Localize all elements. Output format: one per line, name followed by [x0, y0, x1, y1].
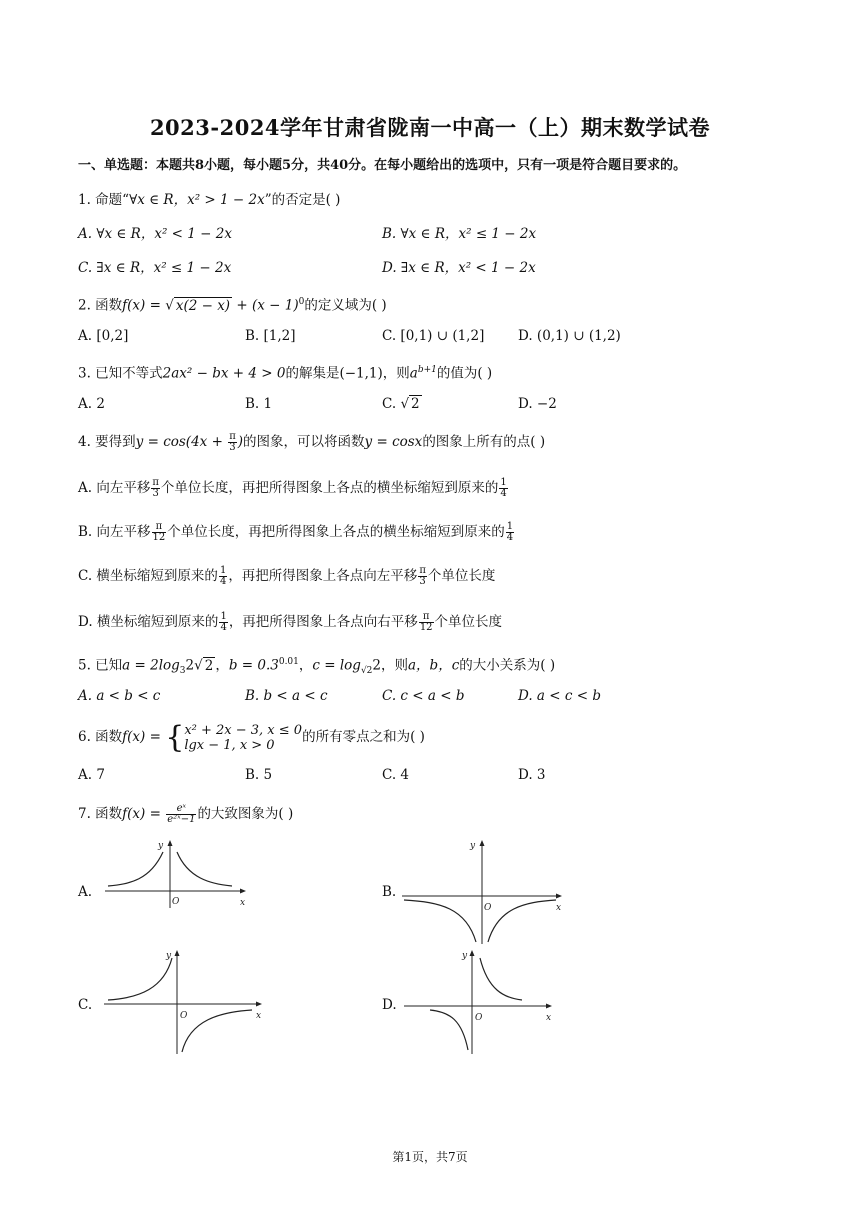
q4-a-f2d: 4 — [500, 488, 507, 499]
q4-option-b[interactable] — [78, 522, 515, 543]
q4-b-f1n: π — [152, 522, 167, 533]
q1-option-d[interactable]: D. ∃x ∈ R，x² < 1 − 2x — [382, 260, 536, 276]
q7-stem-text: 7. 函数 — [78, 806, 123, 822]
q2-option-b[interactable]: B. [1,2] — [245, 328, 296, 344]
q6-stem-tail: 的所有零点之和为( ) — [302, 729, 425, 745]
graph-c-origin: O — [180, 1011, 188, 1021]
q4-c-f1n: 1 — [219, 565, 227, 576]
q3-stem-tail: 的值为( ) — [436, 365, 493, 382]
q6-option-d[interactable]: D. 3 — [518, 767, 546, 783]
q3-c-label: C. — [382, 396, 401, 412]
q7-graph-c[interactable] — [100, 948, 270, 1056]
q4-c-f2d: 3 — [419, 576, 426, 587]
q1-stem-math: ∀x ∈ R，x² > 1 − 2x — [129, 192, 265, 208]
q4-math-c: y = cosx — [364, 434, 423, 450]
piecewise-brace: { — [165, 719, 185, 755]
q4-stem-tail: 的图象上所有的点( ) — [422, 434, 546, 450]
q5-option-c[interactable]: C. c < a < b — [382, 688, 465, 704]
q1-option-a[interactable]: A. ∀x ∈ R，x² < 1 − 2x — [78, 226, 232, 242]
section-heading: 一、单选题：本题共8小题，每小题5分，共40分。在每小题给出的选项中，只有一项是符合题目要求的。 — [78, 158, 687, 173]
q6-piece2: lgx − 1, x > 0 — [184, 737, 275, 753]
graph-d-x-label: x — [546, 1013, 552, 1023]
q2-math-a: f(x) = — [122, 297, 166, 314]
q2-math-b: + (x − 1) — [232, 297, 299, 314]
graph-a-y-label: y — [158, 841, 164, 851]
q4-option-c[interactable] — [78, 566, 495, 587]
q7-option-b-label[interactable]: B. — [382, 884, 397, 900]
q4-c-text1: C. 横坐标缩短到原来的 — [78, 568, 218, 584]
q2-exp: 0 — [298, 297, 305, 307]
q7-graph-a[interactable] — [100, 838, 250, 910]
question-7-stem — [78, 804, 293, 825]
q7-stem-tail: 的大致图象为( ) — [197, 806, 294, 822]
graph-c-x-label: x — [256, 1011, 262, 1021]
q4-stem-mid: 的图象，可以将函数 — [243, 434, 365, 450]
q4-option-d[interactable] — [78, 612, 502, 633]
q5-m1-coef: 2 — [185, 657, 195, 674]
q4-b-text2: 个单位长度，再把所得图象上各点的横坐标缩短到原来的 — [167, 524, 505, 540]
q7-frac — [166, 804, 196, 825]
q3-option-b[interactable]: B. 1 — [245, 396, 273, 412]
q3-set: (−1,1) — [339, 365, 383, 382]
q4-d-text3: 个单位长度 — [434, 614, 503, 630]
q4-b-f2n: 1 — [506, 521, 514, 532]
graph-a-origin: O — [172, 897, 180, 907]
q5-m1-sub: 3 — [179, 666, 186, 677]
q4-d-frac1 — [219, 612, 227, 633]
graph-d-origin: O — [475, 1013, 483, 1023]
q6-option-a[interactable]: A. 7 — [78, 767, 105, 783]
question-1-stem — [78, 190, 340, 210]
q3-stem-mid2: ，则 — [382, 365, 410, 382]
q6-stem-text: 6. 函数 — [78, 729, 123, 745]
q4-a-text2: 个单位长度，再把所得图象上各点的横坐标缩短到原来的 — [160, 480, 499, 496]
q4-a-text1: A. 向左平移 — [78, 480, 151, 496]
q4-a-frac1 — [151, 478, 160, 499]
q4-frac — [228, 432, 237, 453]
q6-option-c[interactable]: C. 4 — [382, 767, 410, 783]
q7-option-d-label[interactable]: D. — [382, 997, 397, 1013]
q4-option-a[interactable] — [78, 478, 509, 499]
q4-a-f1n: π — [152, 477, 159, 488]
q7-frac-n: eˣ — [166, 804, 196, 815]
q4-d-text1: D. 横坐标缩短到原来的 — [78, 614, 219, 630]
q5-m2: b = 0.3 — [228, 657, 279, 674]
q6-option-b[interactable]: B. 5 — [245, 767, 273, 783]
q3-option-d[interactable]: D. −2 — [518, 396, 557, 412]
piecewise-cases — [184, 723, 302, 753]
q4-c-text2: ，再把所得图象上各点向左平移 — [228, 568, 418, 584]
q3-pow-base: a — [409, 365, 418, 382]
q4-b-frac2 — [506, 522, 514, 543]
q4-c-frac2 — [418, 566, 427, 587]
q5-m2-sup: 0.01 — [278, 657, 299, 667]
question-2-stem: 2. 函数f(x) = √ $x(2 - x) + (x - 1)^0$的定义域为( ) — [78, 297, 387, 314]
q5-stem-tail: 的大小关系为( ) — [459, 657, 556, 674]
q2-option-c[interactable]: C. [0,1) ∪ (1,2] — [382, 328, 485, 344]
q6-math: f(x) = — [122, 729, 166, 745]
q1-stem-text: 1. 命题“ — [78, 192, 130, 208]
question-5-stem: 5. 已知$a = 2\log_32√$ 2 ，$b = 0.3^{0.01}$，$c = \log_{√2}2$，则a，b，c的大小关系为( ) — [78, 657, 556, 677]
q4-math-b: ) — [237, 434, 244, 450]
q5-stem-text: 5. 已知 — [78, 657, 123, 674]
q4-b-f1d: 12 — [152, 532, 166, 543]
q3-stem-mid: 的解集是 — [285, 365, 340, 382]
q4-b-text1: B. 向左平移 — [78, 524, 151, 540]
q4-stem-text: 4. 要得到 — [78, 434, 136, 450]
q7-math: f(x) = — [122, 806, 166, 822]
graph-b-y-label: y — [470, 841, 476, 851]
q5-option-d[interactable]: D. a < c < b — [518, 688, 601, 704]
q4-math-a: y = cos(4x + — [135, 434, 228, 450]
q4-c-frac1 — [219, 566, 227, 587]
q4-d-f1d: 4 — [220, 622, 227, 633]
q5-m1-sqrt: 2 — [204, 657, 214, 674]
page-title: 2023-2024学年甘肃省陇南一中高一（上）期末数学试卷 — [149, 115, 711, 140]
q4-d-f2n: π — [419, 612, 434, 623]
q4-c-f2n: π — [419, 565, 426, 576]
q4-b-f2d: 4 — [506, 532, 514, 543]
q3-option-c[interactable]: C. √ 2 — [382, 396, 420, 412]
graph-a-x-label: x — [240, 898, 246, 908]
graph-d-y-label: y — [462, 951, 468, 961]
q6-piece1: x² + 2x − 3, x ≤ 0 — [184, 722, 303, 738]
q3-pow-exp: b+1 — [417, 365, 437, 375]
q5-m3: c = log — [312, 657, 361, 674]
graph-b-origin: O — [484, 903, 492, 913]
q4-frac-d: 3 — [229, 442, 236, 453]
q4-frac-n: π — [229, 431, 236, 442]
q5-stem-mid: ，则 — [381, 657, 408, 674]
q4-d-frac2 — [419, 612, 434, 633]
q5-m3-sub: √2 — [360, 666, 373, 677]
q4-c-text3: 个单位长度 — [427, 568, 496, 584]
q7-option-a-label[interactable]: A. — [78, 884, 93, 900]
q5-m1: a = 2log — [122, 657, 180, 674]
graph-b-x-label: x — [556, 903, 562, 913]
question-6-stem — [78, 719, 425, 755]
q2-option-d[interactable]: D. (0,1) ∪ (1,2) — [518, 328, 621, 344]
q1-stem-tail: ”的否定是( ) — [264, 192, 341, 208]
q5-sep1: ， — [215, 657, 229, 674]
q5-sep2: ， — [298, 657, 313, 674]
question-3-stem — [78, 360, 492, 384]
q3-stem-text: 3. 已知不等式 — [78, 365, 163, 382]
q4-d-f1n: 1 — [220, 611, 227, 622]
q2-option-a[interactable]: A. [0,2] — [78, 328, 129, 344]
q5-option-b[interactable]: B. b < a < c — [245, 688, 328, 704]
q7-option-c-label[interactable]: C. — [78, 997, 93, 1013]
q5-vars: a，b，c — [408, 657, 460, 674]
q5-m3-end: 2 — [372, 657, 381, 674]
q4-c-f1d: 4 — [219, 576, 227, 587]
q7-graph-b[interactable] — [400, 838, 570, 946]
question-4-stem — [78, 432, 545, 453]
q1-option-b[interactable]: B. ∀x ∈ R，x² ≤ 1 − 2x — [382, 226, 537, 242]
q7-frac-d: e²ˣ−1 — [167, 814, 196, 825]
q4-a-frac2 — [499, 478, 507, 499]
q7-graph-d[interactable] — [400, 948, 570, 1056]
q4-a-f1d: 3 — [152, 488, 159, 499]
q3-c-sqrt: 2 — [411, 396, 420, 412]
q3-option-a[interactable]: A. 2 — [78, 396, 105, 412]
q2-stem-text: 2. 函数 — [78, 297, 123, 314]
q4-d-f2d: 12 — [419, 622, 433, 633]
q1-option-c[interactable]: C. ∃x ∈ R，x² ≤ 1 − 2x — [78, 260, 232, 276]
q4-b-frac1 — [152, 522, 167, 543]
q4-d-text2: ，再把所得图象上各点向右平移 — [228, 614, 418, 630]
graph-c-y-label: y — [166, 951, 172, 961]
q2-stem-tail: 的定义域为( ) — [304, 297, 387, 314]
q3-math: 2ax² − bx + 4 > 0 — [162, 365, 286, 382]
q4-a-f2n: 1 — [500, 477, 507, 488]
q5-option-a[interactable]: A. a < b < c — [78, 688, 161, 704]
page-footer: 第1页，共7页 — [392, 1150, 468, 1164]
q2-sqrt: x(2 − x) — [175, 297, 231, 314]
